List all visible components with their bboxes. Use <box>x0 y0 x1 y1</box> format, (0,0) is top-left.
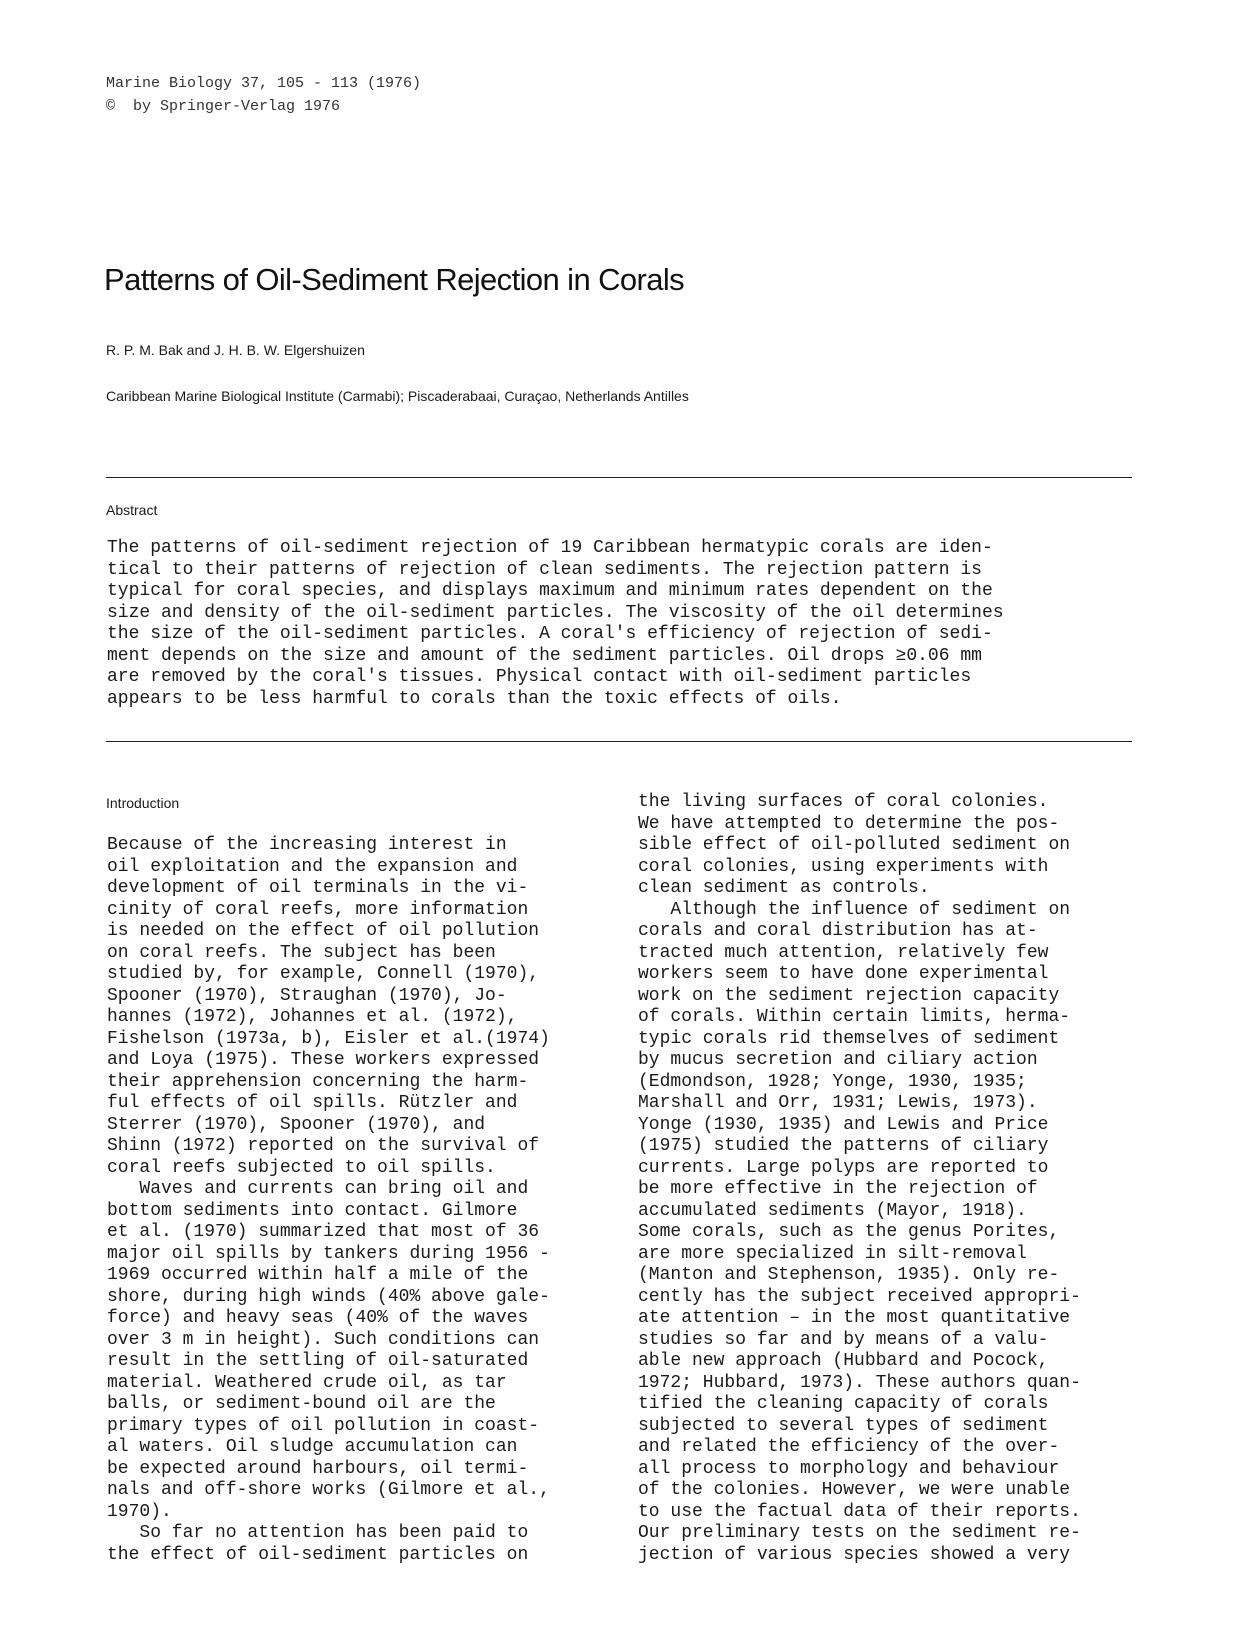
body-text-line: ate attention – in the most quantitative <box>638 1308 1071 1328</box>
body-text-line: balls, or sediment-bound oil are the <box>107 1394 496 1414</box>
body-text-line: oil exploitation and the expansion and <box>107 856 518 877</box>
body-text-line: coral colonies, using experiments with <box>638 856 1049 877</box>
body-text-line: force) and heavy seas (40% of the waves <box>107 1308 529 1328</box>
body-text-line: cently has the subject received appropri- <box>638 1286 1081 1307</box>
body-text-line: 1970). <box>107 1501 172 1522</box>
abstract-bottom-rule <box>106 741 1132 742</box>
body-text-line: clean sediment as controls. <box>638 878 930 898</box>
body-text-line: 1972; Hubbard, 1973). These authors quan- <box>638 1372 1081 1393</box>
abstract-line: are removed by the coral's tissues. Physical contact with oil-sediment particles <box>107 667 972 687</box>
body-text-line: major oil spills by tankers during 1956 - <box>107 1243 550 1264</box>
abstract-line: the size of the oil-sediment particles. A coral's efficiency of rejection of sedi- <box>107 624 993 644</box>
introduction-right-column <box>638 792 1158 1566</box>
body-text-line: their apprehension concerning the harm- <box>107 1071 529 1092</box>
body-text-line: We have attempted to determine the pos- <box>638 813 1060 834</box>
body-text-line: tracted much attention, relatively few <box>638 942 1049 963</box>
body-text-line: Although the influence of sediment on <box>638 899 1071 920</box>
body-text-line: shore, during high winds (40% above gale- <box>107 1286 550 1307</box>
body-text-line: able new approach (Hubbard and Pocock, <box>638 1351 1049 1371</box>
affiliation: Caribbean Marine Biological Institute (Carmabi); Piscaderabaai, Curaçao, Netherlands Antilles <box>106 388 689 404</box>
body-text-line: hannes (1972), Johannes et al. (1972), <box>107 1007 518 1027</box>
body-text-line: studied by, for example, Connell (1970), <box>107 964 540 984</box>
body-text-line: subjected to several types of sediment <box>638 1415 1049 1436</box>
body-text-line: all process to morphology and behaviour <box>638 1458 1060 1479</box>
abstract-line: The patterns of oil-sediment rejection of 19 Caribbean hermatypic corals are iden- <box>107 538 993 558</box>
body-text-line: of corals. Within certain limits, herma- <box>638 1007 1071 1027</box>
abstract-line: typical for coral species, and displays maximum and minimum rates dependent on the <box>107 581 993 601</box>
body-text-line: Yonge (1930, 1935) and Lewis and Price <box>638 1114 1049 1135</box>
body-text-line: of the colonies. However, we were unable <box>638 1480 1071 1500</box>
body-text-line: coral reefs subjected to oil spills. <box>107 1157 496 1178</box>
abstract-heading: Abstract <box>106 502 158 518</box>
body-text-line: typic corals rid themselves of sediment <box>638 1028 1060 1049</box>
abstract-top-rule <box>106 477 1132 478</box>
body-text-line: (Manton and Stephenson, 1935). Only re- <box>638 1265 1060 1285</box>
body-text-line: So far no attention has been paid to <box>107 1523 529 1543</box>
body-text-line: corals and coral distribution has at- <box>638 921 1038 941</box>
body-text-line: work on the sediment rejection capacity <box>638 985 1060 1006</box>
abstract-line: size and density of the oil-sediment particles. The viscosity of the oil determines <box>107 602 1004 623</box>
body-text-line: be more effective in the rejection of <box>638 1179 1038 1199</box>
body-text-line: Fishelson (1973a, b), Eisler et al.(1974) <box>107 1028 550 1049</box>
body-text-line: jection of various species showed a very <box>638 1544 1071 1565</box>
body-text-line: and related the efficiency of the over- <box>638 1437 1060 1457</box>
body-text-line: tified the cleaning capacity of corals <box>638 1394 1049 1414</box>
body-text-line: on coral reefs. The subject has been <box>107 942 496 963</box>
body-text-line: Shinn (1972) reported on the survival of <box>107 1136 540 1156</box>
body-text-line: Marshall and Orr, 1931; Lewis, 1973). <box>638 1093 1038 1113</box>
authors: R. P. M. Bak and J. H. B. W. Elgershuizen <box>106 342 365 358</box>
body-text-line: et al. (1970) summarized that most of 36 <box>107 1222 540 1242</box>
journal-citation: Marine Biology 37, 105 - 113 (1976) <box>106 75 422 92</box>
body-text-line: Our preliminary tests on the sediment re- <box>638 1523 1081 1543</box>
introduction-heading: Introduction <box>106 795 180 811</box>
introduction-left-column <box>107 835 627 1566</box>
body-text-line: the effect of oil-sediment particles on <box>107 1544 529 1565</box>
abstract-line: tical to their patterns of rejection of clean sediments. The rejection pattern is <box>107 559 982 580</box>
body-text-line: and Loya (1975). These workers expressed <box>107 1050 540 1070</box>
body-text-line: primary types of oil pollution in coast- <box>107 1415 540 1436</box>
body-text-line: 1969 occurred within half a mile of the <box>107 1265 529 1285</box>
body-text-line: Waves and currents can bring oil and <box>107 1179 529 1199</box>
body-text-line: development of oil terminals in the vi- <box>107 878 529 898</box>
body-text-line: Because of the increasing interest in <box>107 835 507 855</box>
body-text-line: nals and off-shore works (Gilmore et al., <box>107 1480 550 1500</box>
body-text-line: studies so far and by means of a valu- <box>638 1329 1049 1350</box>
body-text-line: to use the factual data of their reports. <box>638 1501 1081 1522</box>
body-text-line: sible effect of oil-polluted sediment on <box>638 835 1071 855</box>
body-text-line: result in the settling of oil-saturated <box>107 1351 529 1371</box>
body-text-line: currents. Large polyps are reported to <box>638 1157 1049 1178</box>
body-text-line: Some corals, such as the genus Porites, <box>638 1222 1060 1242</box>
body-text-line: workers seem to have done experimental <box>638 964 1049 984</box>
body-text-line: is needed on the effect of oil pollution <box>107 921 540 941</box>
body-text-line: accumulated sediments (Mayor, 1918). <box>638 1200 1027 1221</box>
body-text-line: (1975) studied the patterns of ciliary <box>638 1136 1049 1156</box>
body-text-line: material. Weathered crude oil, as tar <box>107 1372 507 1393</box>
journal-copyright: © by Springer-Verlag 1976 <box>106 98 341 115</box>
body-text-line: ful effects of oil spills. Rützler and <box>107 1093 518 1113</box>
body-text-line: Spooner (1970), Straughan (1970), Jo- <box>107 985 507 1006</box>
body-text-line: (Edmondson, 1928; Yonge, 1930, 1935; <box>638 1071 1027 1092</box>
body-text-line: by mucus secretion and ciliary action <box>638 1050 1038 1070</box>
article-title: Patterns of Oil-Sediment Rejection in Corals <box>104 262 685 297</box>
abstract-line: ment depends on the size and amount of the sediment particles. Oil drops ≥0.06 mm <box>107 645 982 666</box>
body-text-line: over 3 m in height). Such conditions can <box>107 1329 540 1350</box>
body-text-line: al waters. Oil sludge accumulation can <box>107 1437 518 1457</box>
body-text-line: cinity of coral reefs, more information <box>107 899 529 920</box>
body-text-line: bottom sediments into contact. Gilmore <box>107 1200 518 1221</box>
body-text-line: be expected around harbours, oil termi- <box>107 1458 529 1479</box>
body-text-line: are more specialized in silt-removal <box>638 1243 1027 1264</box>
body-text-line: Sterrer (1970), Spooner (1970), and <box>107 1114 486 1135</box>
body-text-line: the living surfaces of coral colonies. <box>638 792 1049 812</box>
abstract-body <box>107 538 1157 710</box>
abstract-line: appears to be less harmful to corals than the toxic effects of oils. <box>107 688 842 709</box>
